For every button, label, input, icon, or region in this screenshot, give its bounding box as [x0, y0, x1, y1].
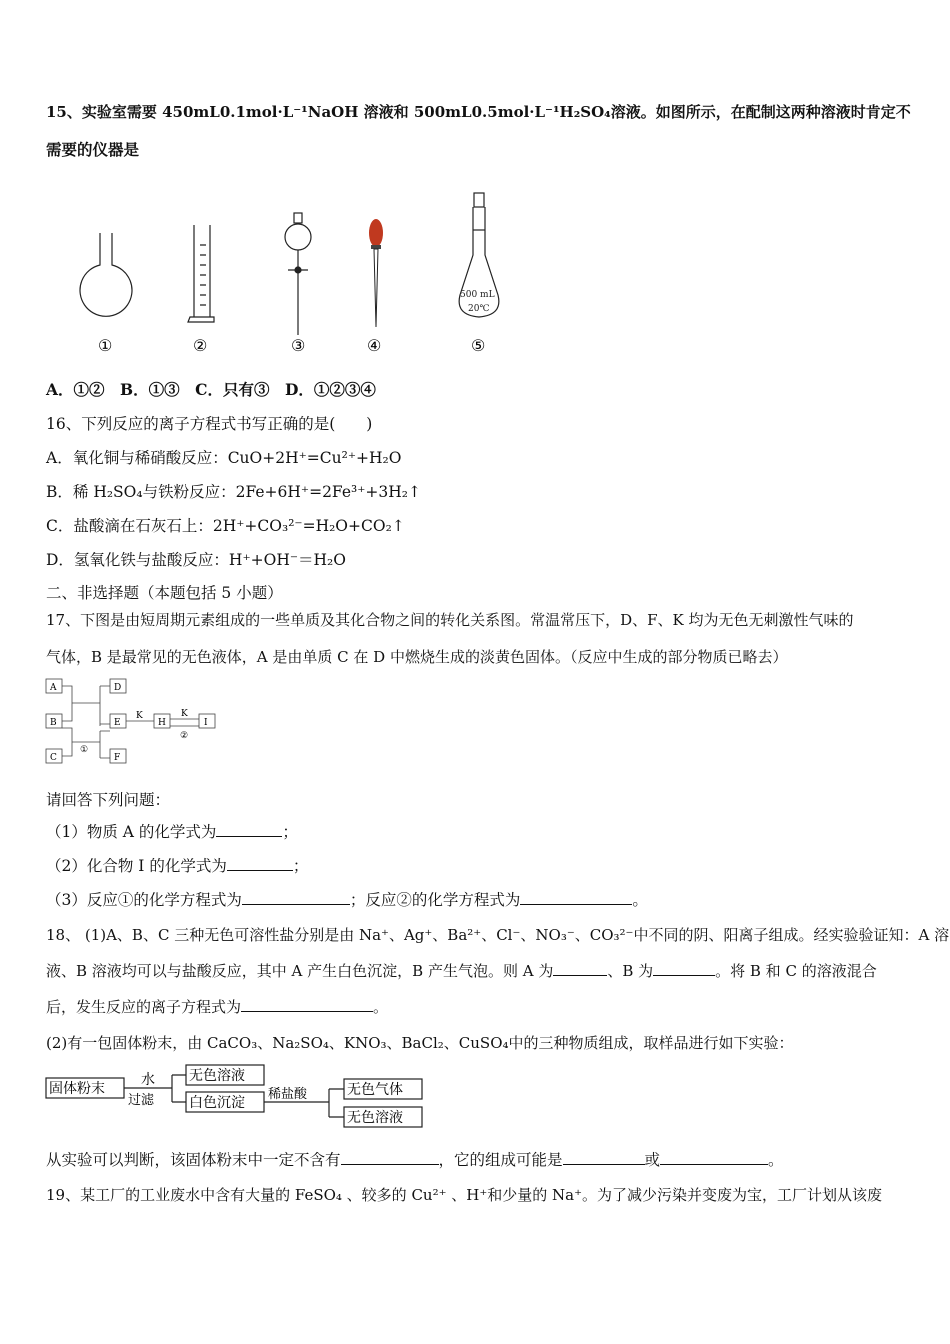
q17-sub2-end: ；: [292, 857, 309, 875]
flow-water: 水: [141, 1072, 155, 1088]
q17-sub3-text-a: （3）反应①的化学方程式为: [46, 891, 242, 909]
answer-blank[interactable]: [341, 1150, 439, 1165]
volumetric-flask: [459, 193, 499, 317]
q18-part2: (2)有一包固体粉末，由 CaCO₃、Na₂SO₄、KNO₃、BaCl₂、CuSO₄中的三种物质组成，取样品进行如下实验：: [46, 1034, 794, 1052]
q17-sub1-end: ；: [282, 823, 298, 841]
q15-options: A．①② B．①③ C．只有③ D．①②③④: [46, 380, 376, 399]
q18-line2-a: 液、B 溶液均可以与盐酸反应，其中 A 产生白色沉淀，B 产生气泡。则 A 为: [46, 962, 554, 980]
q15-stem-line2: 需要的仪器是: [46, 140, 140, 159]
q17-sub1: [46, 822, 298, 842]
q19-line1: 19、某工厂的工业废水中含有大量的 FeSO₄ 、较多的 Cu²⁺ 、H⁺和少量的 Na⁺。为了减少污染并变废为宝，工厂计划从该废: [46, 1186, 883, 1204]
reaction-2-label: ②: [180, 731, 189, 741]
apparatus-label-2: ②: [193, 336, 208, 355]
flow-precipitate: 白色沉淀: [189, 1095, 245, 1111]
answer-blank[interactable]: [660, 1150, 768, 1165]
answer-blank[interactable]: [227, 856, 293, 871]
reaction-1-label: ①: [80, 745, 89, 755]
q17-transformation-diagram: [44, 676, 224, 771]
graduated-cylinder: [188, 225, 214, 322]
q17-sub2: [46, 856, 308, 876]
q18-line3-text: 后，发生反应的离子方程式为: [46, 998, 242, 1016]
apparatus-label-5: ⑤: [471, 336, 486, 355]
q18-line2: [46, 961, 877, 981]
q18-conclusion: [46, 1150, 784, 1170]
q17-sub2-text: （2）化合物 I 的化学式为: [46, 857, 227, 875]
flow-gas: 无色气体: [347, 1082, 403, 1098]
answer-blank[interactable]: [563, 1150, 645, 1165]
flow-acid: 稀盐酸: [268, 1087, 308, 1102]
edge-label-k-2: K: [181, 709, 188, 719]
q16-option-b: B．稀 H₂SO₄与铁粉反应：2Fe+6H⁺=2Fe³⁺+3H₂↑: [46, 483, 421, 501]
node-d: D: [114, 683, 122, 693]
q18-line2-c: 。将 B 和 C 的溶液混合: [715, 962, 877, 980]
q15-stem-line1: 15、实验室需要 450mL0.1mol·L⁻¹NaOH 溶液和 500mL0.5mol·L⁻¹H₂SO₄溶液。如图所示，在配制这两种溶液时肯定不: [46, 103, 911, 121]
section-2-heading: 二、非选择题（本题包括 5 小题）: [46, 584, 283, 602]
q17-sub3-text-b: ；反应②的化学方程式为: [349, 891, 521, 909]
edge-label-k: K: [136, 711, 143, 721]
apparatus-label-4: ④: [367, 336, 382, 355]
node-i: I: [204, 718, 208, 728]
apparatus-label-1: ①: [98, 336, 113, 355]
answer-blank[interactable]: [242, 890, 350, 905]
answer-blank[interactable]: [520, 890, 632, 905]
q17-stem-line2: 气体，B 是最常见的无色液体，A 是由单质 C 在 D 中燃烧生成的淡黄色固体。（反应中生成的部分物质已略去）: [46, 648, 788, 666]
q16-option-d: D．氢氧化铁与盐酸反应：H⁺+OH⁻＝H₂O: [46, 551, 346, 569]
node-a: A: [50, 683, 57, 693]
answer-blank[interactable]: [553, 961, 607, 976]
q18-concl-b: ，它的组成可能是: [438, 1151, 563, 1169]
q18-flow-diagram: [44, 1062, 434, 1134]
q18-line2-b: 、B 为: [607, 962, 654, 980]
q17-sub3-end: 。: [632, 891, 648, 909]
flow-solution-1: 无色溶液: [189, 1068, 245, 1084]
q16-option-a: A．氧化铜与稀硝酸反应：CuO+2H⁺=Cu²⁺+H₂O: [46, 449, 402, 467]
flow-filter: 过滤: [128, 1093, 155, 1108]
q18-line1: 18、 (1)A、B、C 三种无色可溶性盐分别是由 Na⁺、Ag⁺、Ba²⁺、Cl⁻、NO₃⁻、CO₃²⁻中不同的阴、阳离子组成。经实验验证知：A 溶: [46, 926, 950, 944]
separatory-funnel: [285, 213, 311, 335]
q18-line3-end: 。: [373, 998, 389, 1016]
q18-concl-c: 或: [644, 1151, 661, 1169]
answer-blank[interactable]: [653, 961, 715, 976]
flow-start: 固体粉末: [49, 1081, 105, 1097]
answer-blank[interactable]: [241, 997, 373, 1012]
node-h: H: [158, 718, 166, 728]
apparatus-figure: [60, 185, 540, 360]
round-bottom-flask: [80, 233, 132, 316]
node-e: E: [114, 718, 121, 728]
q18-line3: [46, 997, 388, 1017]
q18-concl-a: 从实验可以判断，该固体粉末中一定不含有: [46, 1151, 341, 1169]
node-c: C: [50, 753, 57, 763]
q17-sub3: [46, 890, 648, 910]
q16-stem: 16、下列反应的离子方程式书写正确的是( ): [46, 415, 373, 433]
q16-option-c: C．盐酸滴在石灰石上：2H⁺+CO₃²⁻=H₂O+CO₂↑: [46, 517, 405, 535]
apparatus-label-3: ③: [291, 336, 306, 355]
dropper: [369, 219, 383, 327]
node-f: F: [114, 753, 121, 763]
flask-temp-label: 20℃: [468, 304, 490, 314]
flow-solution-2: 无色溶液: [347, 1110, 403, 1126]
q17-sub1-text: （1）物质 A 的化学式为: [46, 823, 217, 841]
q17-prompt: 请回答下列问题：: [46, 791, 171, 809]
node-b: B: [50, 718, 57, 728]
flask-volume-label: 500 mL: [460, 290, 495, 300]
q17-stem-line1: 17、下图是由短周期元素组成的一些单质及其化合物之间的转化关系图。常温常压下，D、F、K 均为无色无刺激性气味的: [46, 611, 854, 629]
answer-blank[interactable]: [216, 822, 282, 837]
q18-concl-end: 。: [768, 1151, 784, 1169]
